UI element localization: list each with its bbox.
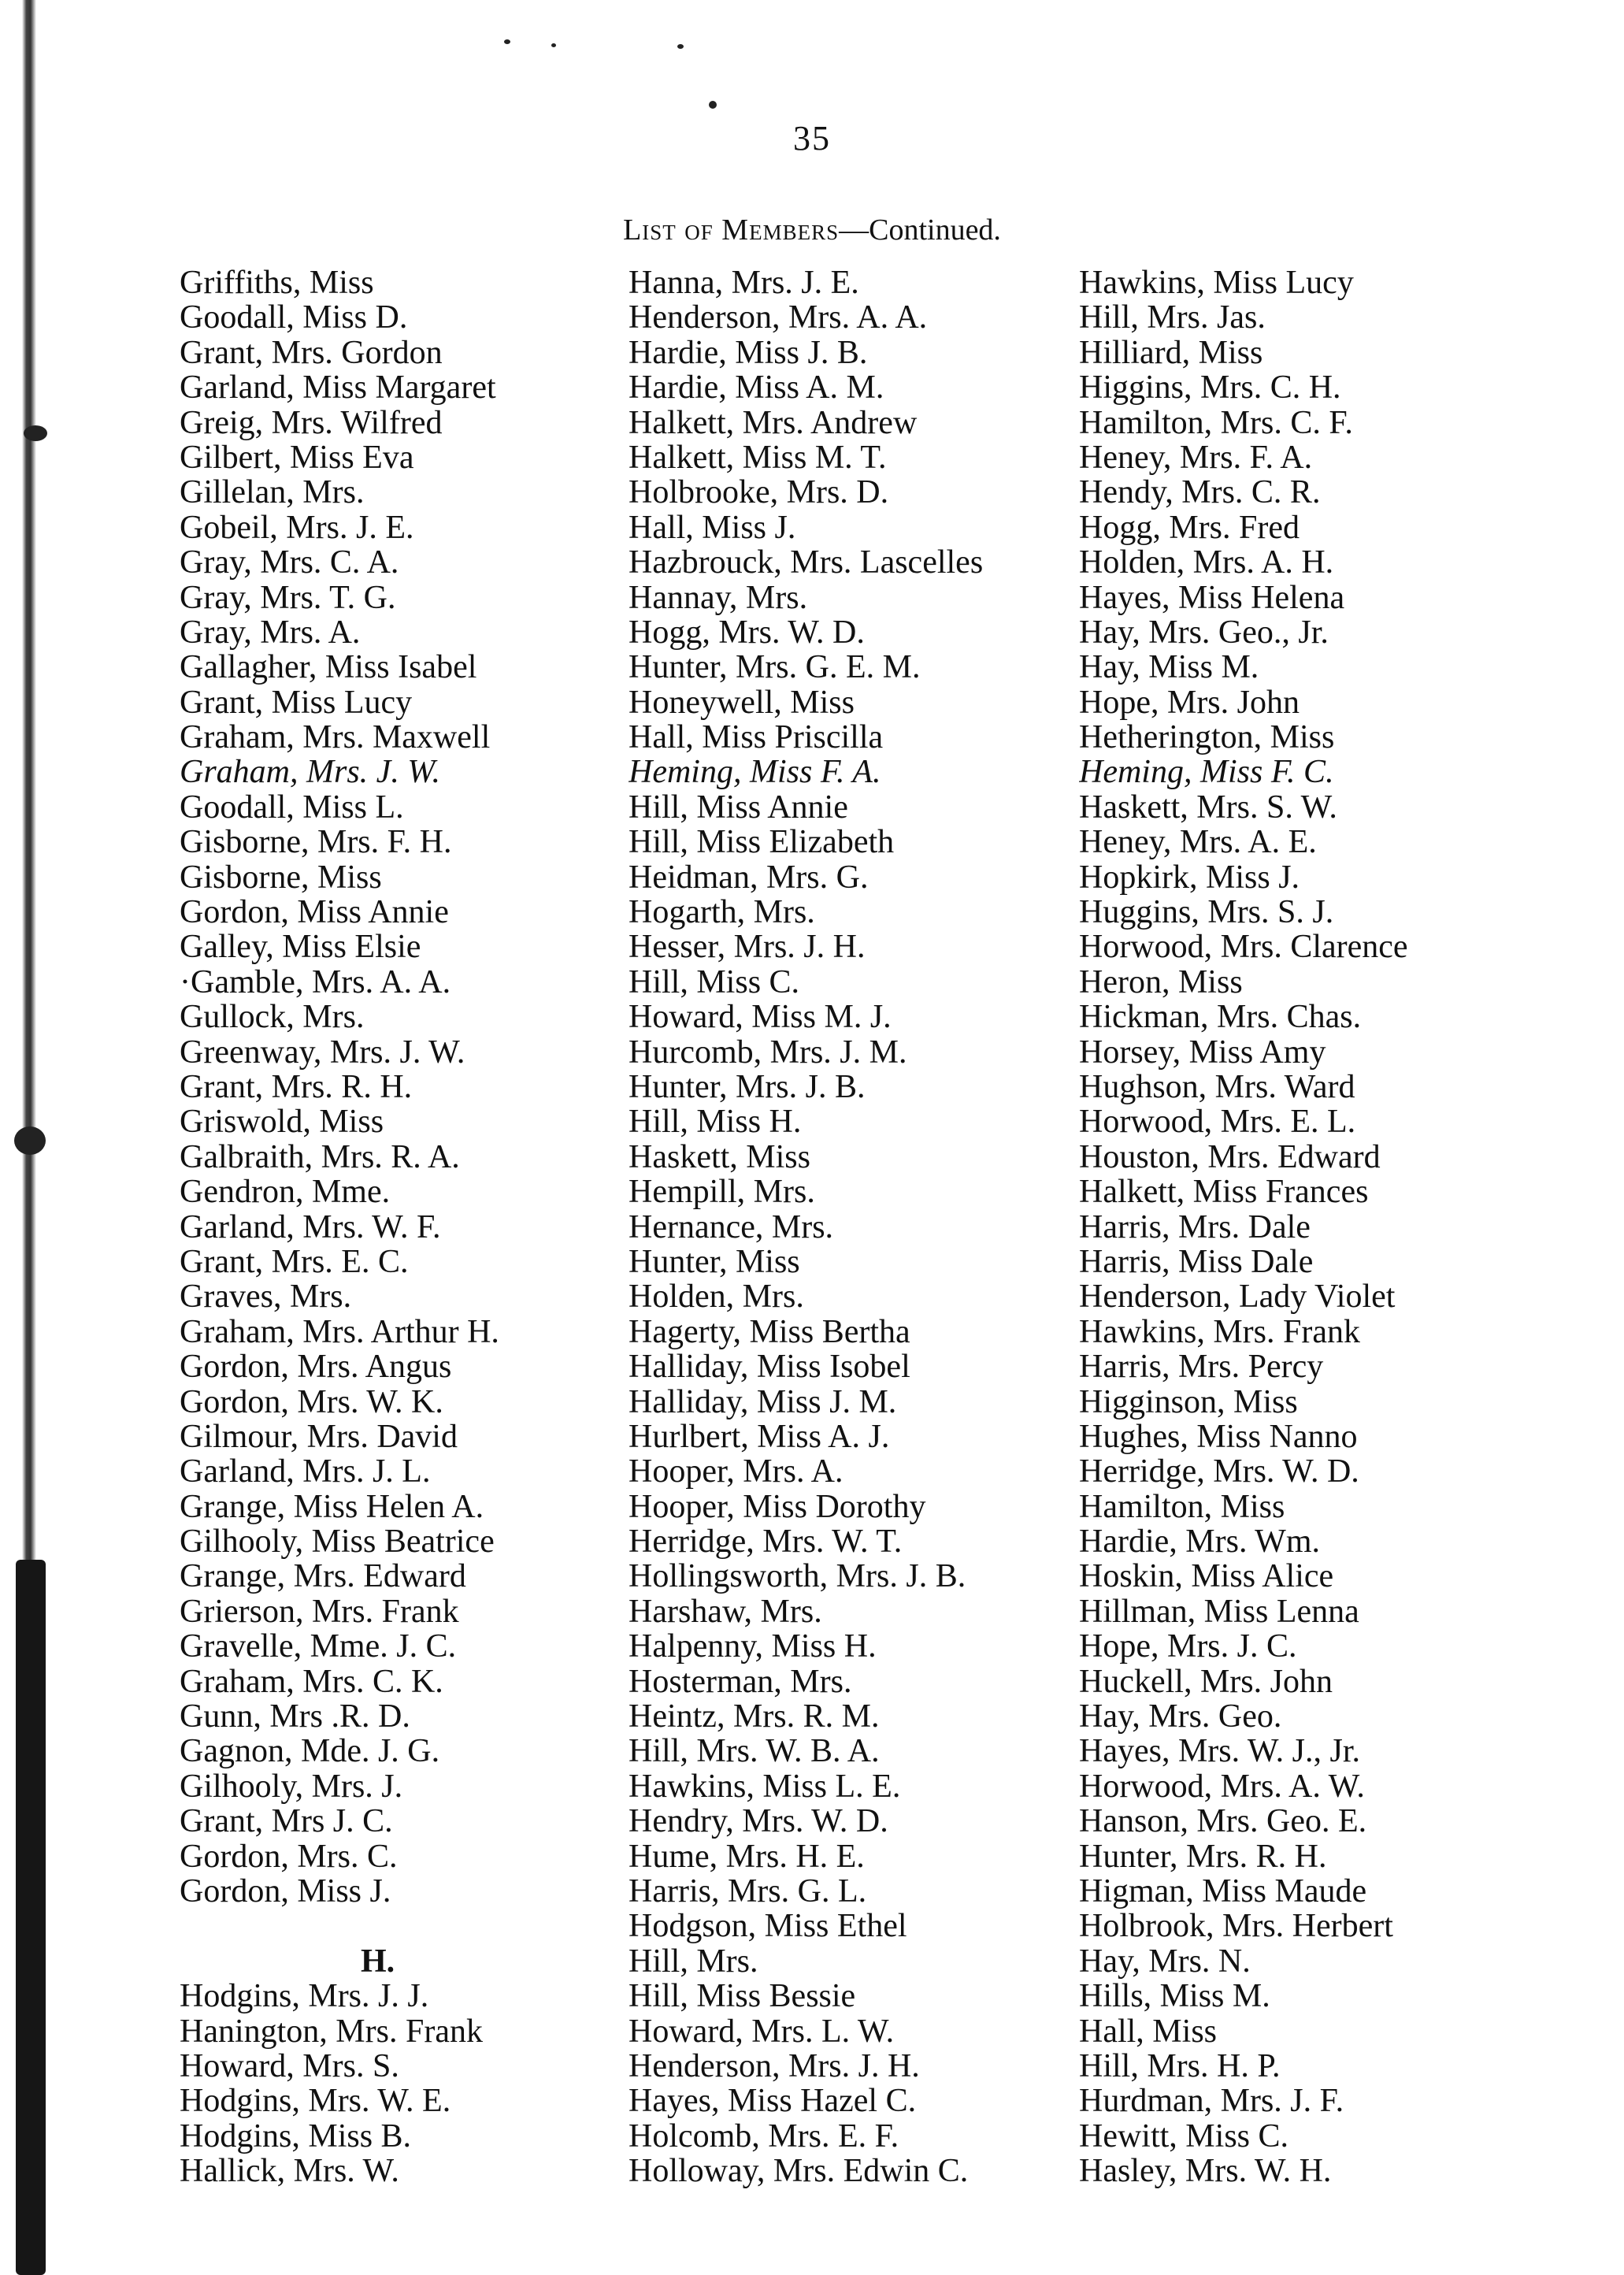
member-entry: Haskett, Miss — [628, 1139, 810, 1175]
member-entry: Honeywell, Miss — [628, 685, 855, 721]
member-entry: Hanna, Mrs. J. E. — [628, 265, 859, 301]
member-entry: Gagnon, Mde. J. G. — [180, 1734, 440, 1769]
member-entry: Gray, Mrs. C. A. — [180, 545, 399, 581]
member-entry: Hall, Miss J. — [628, 510, 796, 546]
member-entry: Hayes, Mrs. W. J., Jr. — [1079, 1734, 1361, 1769]
member-entry: Heney, Mrs. A. E. — [1079, 825, 1317, 860]
member-entry: Halkett, Miss Frances — [1079, 1175, 1369, 1210]
member-entry: Hall, Miss Priscilla — [628, 720, 884, 755]
member-entry: Higgins, Mrs. C. H. — [1079, 370, 1341, 406]
member-column-1 — [180, 265, 589, 2188]
member-entry: Holbrooke, Mrs. D. — [628, 475, 889, 510]
member-entry: Hetherington, Miss — [1079, 720, 1335, 755]
member-entry: Gisborne, Miss — [180, 859, 382, 896]
member-entry: Greenway, Mrs. J. W. — [180, 1034, 465, 1070]
member-entry: Hurdman, Mrs. J. F. — [1079, 2084, 1344, 2119]
member-entry: Gallagher, Miss Isabel — [180, 650, 477, 685]
member-entry: Hughson, Mrs. Ward — [1079, 1069, 1355, 1105]
member-entry: Grange, Mrs. Edward — [180, 1559, 466, 1594]
member-entry: Holden, Mrs. — [628, 1279, 804, 1315]
scan-speck — [677, 44, 684, 49]
member-entry: Hoskin, Miss Alice — [1079, 1559, 1334, 1594]
member-entry: Hooper, Miss Dorothy — [628, 1489, 926, 1525]
member-entry: Gordon, Mrs. C. — [180, 1839, 398, 1874]
section-letter: H. — [361, 1943, 395, 1980]
member-entry: Halkett, Miss M. T. — [628, 440, 887, 476]
member-entry: Griffiths, Miss — [180, 265, 374, 301]
member-entry: Hardie, Mrs. Wm. — [1079, 1524, 1320, 1560]
member-entry: Hodgins, Mrs. J. J. — [180, 1979, 429, 2014]
member-entry: Harris, Mrs. Percy — [1079, 1349, 1324, 1385]
member-entry: Garland, Miss Margaret — [180, 370, 496, 406]
member-entry: Henderson, Lady Violet — [1079, 1279, 1396, 1315]
member-entry: Gordon, Miss Annie — [180, 895, 449, 930]
member-entry: Grant, Mrs. R. H. — [180, 1069, 413, 1105]
member-entry: Hawkins, Mrs. Frank — [1079, 1314, 1360, 1350]
member-entry: Hawkins, Miss L. E. — [628, 1768, 901, 1805]
member-entry: Garland, Mrs. J. L. — [180, 1454, 431, 1490]
member-entry: Harshaw, Mrs. — [628, 1594, 822, 1630]
member-entry: Hazbrouck, Mrs. Lascelles — [628, 545, 984, 581]
member-entry: Gilbert, Miss Eva — [180, 440, 414, 476]
member-entry: Gobeil, Mrs. J. E. — [180, 510, 414, 546]
member-entry: Goodall, Miss D. — [180, 300, 408, 336]
page-heading — [0, 213, 1624, 247]
member-entry: Graham, Mrs. Maxwell — [180, 720, 491, 755]
member-entry: Hodgins, Miss B. — [180, 2118, 412, 2154]
member-entry: Grant, Mrs. Gordon — [180, 335, 443, 371]
member-entry: Hay, Miss M. — [1079, 650, 1259, 685]
member-entry: Hill, Mrs. — [628, 1943, 758, 1980]
member-entry: Gunn, Mrs .R. D. — [180, 1699, 410, 1735]
member-entry: Hasley, Mrs. W. H. — [1079, 2154, 1332, 2189]
member-entry: Hurlbert, Miss A. J. — [628, 1419, 890, 1455]
member-entry: Holden, Mrs. A. H. — [1079, 545, 1334, 581]
member-entry: Gordon, Mrs. W. K. — [180, 1384, 443, 1420]
member-entry: Gilhooly, Mrs. J. — [180, 1768, 403, 1805]
member-entry: Hills, Miss M. — [1079, 1979, 1270, 2014]
member-entry: Horwood, Mrs. A. W. — [1079, 1768, 1365, 1805]
member-entry: Herridge, Mrs. W. D. — [1079, 1454, 1359, 1490]
member-entry: Graham, Mrs. C. K. — [180, 1664, 443, 1700]
member-entry: Grierson, Mrs. Frank — [180, 1594, 459, 1630]
member-entry: Hanson, Mrs. Geo. E. — [1079, 1804, 1367, 1839]
member-entry: Gillelan, Mrs. — [180, 475, 365, 510]
member-entry: Gray, Mrs. A. — [180, 614, 361, 651]
member-entry: Holloway, Mrs. Edwin C. — [628, 2154, 969, 2189]
member-entry: Hunter, Mrs. R. H. — [1079, 1839, 1327, 1874]
member-column-2 — [628, 265, 1058, 2188]
scan-speck — [551, 43, 556, 47]
member-entry: Hay, Mrs. Geo. — [1079, 1699, 1282, 1735]
member-entry: Hannay, Mrs. — [628, 580, 808, 615]
member-entry: Horwood, Mrs. E. L. — [1079, 1104, 1356, 1140]
member-entry: Horsey, Miss Amy — [1079, 1034, 1326, 1070]
member-entry: Howard, Miss M. J. — [628, 1000, 892, 1035]
member-entry: Hodgson, Miss Ethel — [628, 1909, 907, 1944]
member-entry: Harris, Miss Dale — [1079, 1244, 1314, 1280]
member-entry: Grant, Mrs. E. C. — [180, 1244, 409, 1280]
member-column-3 — [1079, 265, 1567, 2188]
member-entry: Halpenny, Miss H. — [628, 1629, 877, 1664]
member-entry: Hogg, Mrs. Fred — [1079, 510, 1300, 546]
member-entry: Heintz, Mrs. R. M. — [628, 1699, 880, 1735]
member-entry: Hempill, Mrs. — [628, 1175, 815, 1210]
member-entry: Higman, Miss Maude — [1079, 1873, 1367, 1909]
member-entry: Hope, Mrs. J. C. — [1079, 1629, 1297, 1664]
member-entry: Gray, Mrs. T. G. — [180, 580, 396, 615]
member-entry: Gordon, Miss J. — [180, 1873, 391, 1909]
member-entry: Hill, Mrs. W. B. A. — [628, 1734, 880, 1769]
member-entry: Gravelle, Mme. J. C. — [180, 1629, 457, 1664]
member-entry: Greig, Mrs. Wilfred — [180, 405, 443, 440]
member-entry: Gordon, Mrs. Angus — [180, 1349, 452, 1385]
member-entry: Hawkins, Miss Lucy — [1079, 265, 1354, 301]
member-entry: Griswold, Miss — [180, 1104, 384, 1140]
member-entry: Haskett, Mrs. S. W. — [1079, 789, 1337, 826]
member-entry: Hay, Mrs. N. — [1079, 1943, 1251, 1980]
member-entry: Hunter, Miss — [628, 1244, 800, 1280]
member-entry: Hill, Miss Annie — [628, 789, 848, 826]
member-entry: Hill, Miss H. — [628, 1104, 802, 1140]
member-entry: Hay, Mrs. Geo., Jr. — [1079, 614, 1329, 651]
member-entry: Holbrook, Mrs. Herbert — [1079, 1909, 1393, 1944]
member-entry: Hogarth, Mrs. — [628, 895, 815, 930]
member-entry: Hesser, Mrs. J. H. — [628, 930, 866, 965]
member-entry: Graves, Mrs. — [180, 1279, 352, 1315]
member-entry: Henderson, Mrs. J. H. — [628, 2048, 920, 2084]
member-entry: Hunter, Mrs. G. E. M. — [628, 650, 921, 685]
member-entry: Hill, Miss Bessie — [628, 1979, 856, 2014]
member-entry: Garland, Mrs. W. F. — [180, 1209, 441, 1245]
member-entry: Grange, Miss Helen A. — [180, 1489, 484, 1525]
member-entry: Hurcomb, Mrs. J. M. — [628, 1034, 907, 1070]
member-entry: Heming, Miss F. C. — [1079, 755, 1334, 790]
member-entry: Hendy, Mrs. C. R. — [1079, 475, 1321, 510]
member-entry: Hooper, Mrs. A. — [628, 1454, 844, 1490]
member-entry: Heron, Miss — [1079, 964, 1243, 1000]
member-entry: Higginson, Miss — [1079, 1384, 1298, 1420]
member-entry: Hollingsworth, Mrs. J. B. — [628, 1559, 966, 1594]
member-entry: Herridge, Mrs. W. T. — [628, 1524, 903, 1560]
member-entry: Harris, Mrs. Dale — [1079, 1209, 1311, 1245]
scan-speck — [504, 39, 510, 44]
member-entry: Hosterman, Mrs. — [628, 1664, 852, 1700]
member-entry: Galbraith, Mrs. R. A. — [180, 1139, 460, 1175]
member-entry: Gendron, Mme. — [180, 1175, 391, 1210]
member-entry: Heming, Miss F. A. — [628, 755, 881, 790]
member-entry: Heney, Mrs. F. A. — [1079, 440, 1313, 476]
member-entry: Halkett, Mrs. Andrew — [628, 405, 918, 440]
member-entry: Goodall, Miss L. — [180, 789, 404, 826]
member-entry: Hayes, Miss Helena — [1079, 580, 1345, 615]
member-entry: Houston, Mrs. Edward — [1079, 1139, 1381, 1175]
member-entry: Hendry, Mrs. W. D. — [628, 1804, 888, 1839]
member-entry: Hope, Mrs. John — [1079, 685, 1300, 721]
member-entry: Halliday, Miss J. M. — [628, 1384, 897, 1420]
member-entry: Hill, Mrs. H. P. — [1079, 2048, 1281, 2084]
member-entry: Hill, Miss Elizabeth — [628, 825, 895, 860]
member-entry: Howard, Mrs. S. — [180, 2048, 399, 2084]
member-entry: Hewitt, Miss C. — [1079, 2118, 1289, 2154]
member-entry: Hernance, Mrs. — [628, 1209, 834, 1245]
member-entry: Hamilton, Mrs. C. F. — [1079, 405, 1353, 440]
member-entry: Hodgins, Mrs. W. E. — [180, 2084, 451, 2119]
member-entry: Horwood, Mrs. Clarence — [1079, 930, 1408, 965]
member-entry: Hill, Miss C. — [628, 964, 800, 1000]
member-entry: Hamilton, Miss — [1079, 1489, 1285, 1525]
member-entry: Huckell, Mrs. John — [1079, 1664, 1333, 1700]
member-entry: Halliday, Miss Isobel — [628, 1349, 910, 1385]
heading-continued: —Continued. — [839, 213, 1001, 247]
heading-title: List of Members — [623, 213, 840, 247]
member-entry: Hayes, Miss Hazel C. — [628, 2084, 917, 2119]
member-entry: Holcomb, Mrs. E. F. — [628, 2118, 899, 2154]
member-entry: Hillman, Miss Lenna — [1079, 1594, 1359, 1630]
member-entry: Heidman, Mrs. G. — [628, 859, 869, 896]
member-entry: Hopkirk, Miss J. — [1079, 859, 1300, 896]
member-entry: Grant, Miss Lucy — [180, 685, 413, 721]
binding-edge-dark — [16, 1560, 46, 2275]
member-entry: Galley, Miss Elsie — [180, 930, 421, 965]
member-entry: Hanington, Mrs. Frank — [180, 2013, 483, 2049]
member-entry: Hagerty, Miss Bertha — [628, 1314, 910, 1350]
member-entry: Hall, Miss — [1079, 2013, 1218, 2049]
member-entry: Graham, Mrs. J. W. — [180, 755, 440, 790]
member-entry: Howard, Mrs. L. W. — [628, 2013, 895, 2049]
member-entry: Gisborne, Mrs. F. H. — [180, 825, 452, 860]
member-entry: Hilliard, Miss — [1079, 335, 1263, 371]
member-entry: Hardie, Miss J. B. — [628, 335, 868, 371]
member-entry: Hickman, Mrs. Chas. — [1079, 1000, 1362, 1035]
member-entry: Hughes, Miss Nanno — [1079, 1419, 1358, 1455]
member-entry: Gullock, Mrs. — [180, 1000, 365, 1035]
member-entry: Hill, Mrs. Jas. — [1079, 300, 1266, 336]
page-number: 35 — [793, 119, 831, 158]
member-entry: Hardie, Miss A. M. — [628, 370, 884, 406]
member-entry: Harris, Mrs. G. L. — [628, 1873, 867, 1909]
member-entry: Huggins, Mrs. S. J. — [1079, 895, 1334, 930]
member-entry: Gilmour, Mrs. David — [180, 1419, 458, 1455]
member-entry: Hogg, Mrs. W. D. — [628, 614, 865, 651]
member-entry: Hume, Mrs. H. E. — [628, 1839, 865, 1874]
scan-speck — [24, 425, 47, 441]
scan-speck — [14, 1126, 46, 1155]
member-entry: Graham, Mrs. Arthur H. — [180, 1314, 499, 1350]
member-entry: Grant, Mrs J. C. — [180, 1804, 393, 1839]
scan-speck — [709, 101, 717, 109]
member-entry: Gilhooly, Miss Beatrice — [180, 1524, 495, 1560]
member-entry: ·Gamble, Mrs. A. A. — [180, 964, 451, 1000]
member-entry: Hallick, Mrs. W. — [180, 2154, 399, 2189]
member-entry: Henderson, Mrs. A. A. — [628, 300, 928, 336]
member-entry: Hunter, Mrs. J. B. — [628, 1069, 866, 1105]
